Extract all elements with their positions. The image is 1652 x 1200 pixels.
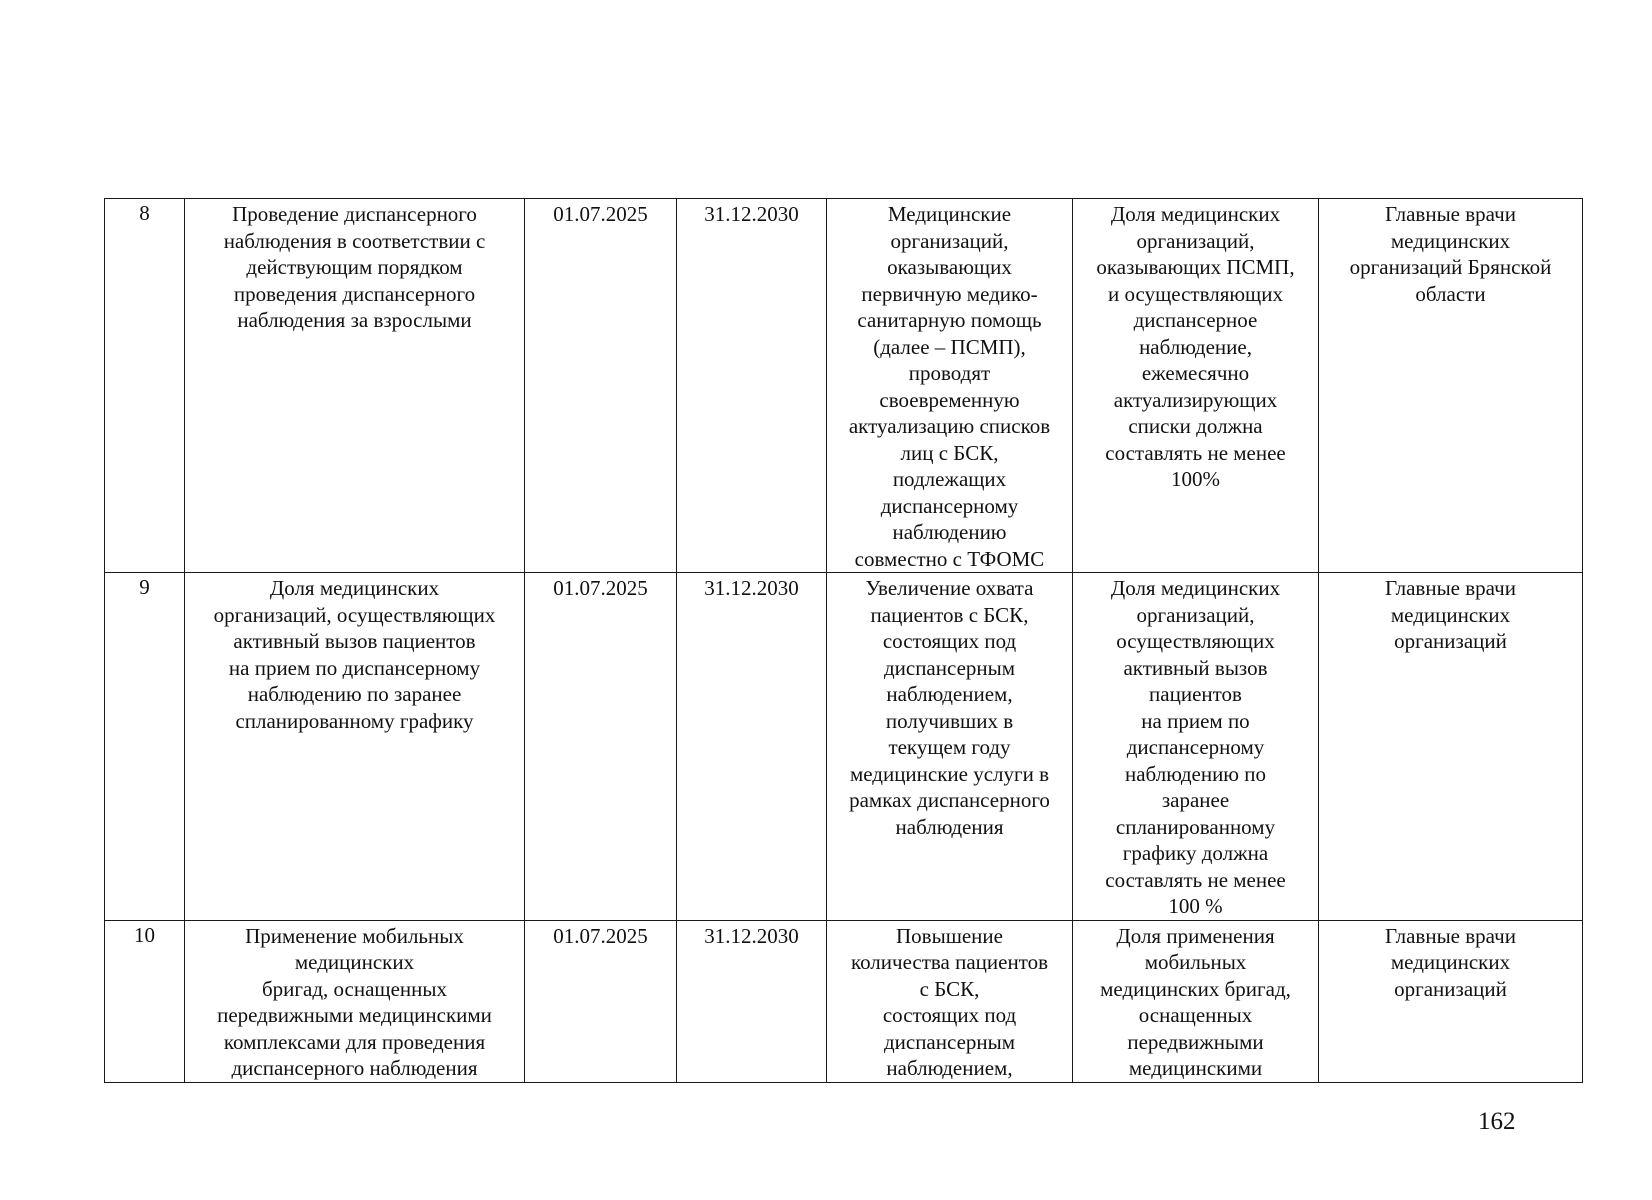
responsible-text: Главные врачи медицинских организаций [1385, 576, 1516, 653]
start-date: 01.07.2025 [553, 576, 648, 600]
responsible-text: Главные врачи медицинских организаций Брянской области [1349, 202, 1552, 306]
measure-text: Применение мобильных медицинских бригад, оснащенных передвижными медицинскими комплексами для проведения диспансерного наблюдения [217, 923, 492, 1080]
indicator-text: Доля медицинских организаций, осуществляющих активный вызов пациентов на прием по диспансерному наблюдению по заранее спланированному графику должна составлять не менее 100 % [1105, 576, 1286, 918]
end-date-cell [677, 199, 827, 573]
page-number: 162 [1478, 1108, 1516, 1135]
end-date: 31.12.2030 [704, 576, 799, 600]
end-date-cell [677, 920, 827, 1082]
row-number: 8 [139, 201, 150, 225]
result-cell [827, 199, 1073, 573]
end-date: 31.12.2030 [704, 923, 799, 948]
result-cell [827, 920, 1073, 1082]
row-number-cell [105, 573, 185, 921]
end-date: 31.12.2030 [704, 202, 799, 226]
measure-text: Доля медицинских организаций, осуществляющих активный вызов пациентов на прием по диспансерному наблюдению по заранее спланированному графику [213, 576, 496, 733]
start-date: 01.07.2025 [553, 202, 648, 226]
result-cell [827, 573, 1073, 921]
responsible-text: Главные врачи медицинских организаций [1385, 923, 1516, 1001]
measure-cell [185, 573, 525, 921]
row-number: 10 [134, 922, 155, 947]
table-row [105, 199, 1583, 573]
table-row [105, 573, 1583, 921]
indicator-text: Доля медицинских организаций, оказывающих ПСМП, и осуществляющих диспансерное наблюдение, ежемесячно актуализирующих списки должна составлять не менее 100% [1096, 202, 1295, 491]
start-date-cell [525, 920, 677, 1082]
indicator-cell [1073, 573, 1319, 921]
measure-cell [185, 920, 525, 1082]
row-number-cell [105, 920, 185, 1082]
indicator-cell [1073, 199, 1319, 573]
indicator-text: Доля применения мобильных медицинских бригад, оснащенных передвижными медицинскими [1100, 923, 1291, 1080]
responsible-cell [1319, 920, 1583, 1082]
start-date-cell [525, 199, 677, 573]
measure-cell [185, 199, 525, 573]
row-number: 9 [139, 575, 150, 599]
table-row [105, 920, 1583, 1082]
result-text: Увеличение охвата пациентов с БСК, состоящих под диспансерным наблюдением, получивших в текущем году медицинские услуги в рамках диспансерного наблюдения [849, 576, 1050, 839]
result-text: Повышение количества пациентов с БСК, состоящих под диспансерным наблюдением, [850, 923, 1049, 1080]
measures-table [104, 198, 1583, 1083]
indicator-cell [1073, 920, 1319, 1082]
start-date: 01.07.2025 [553, 923, 648, 948]
row-number-cell [105, 199, 185, 573]
responsible-cell [1319, 573, 1583, 921]
measure-text: Проведение диспансерного наблюдения в соответствии с действующим порядком проведения диспансерного наблюдения за взрослыми [223, 202, 486, 332]
result-text: Медицинские организаций, оказывающих первичную медико- санитарную помощь (далее – ПСМП), проводят своевременную актуализацию списков лиц с БСК, подлежащих диспансерному наблюдению совместно с ТФОМС [848, 202, 1051, 571]
end-date-cell [677, 573, 827, 921]
responsible-cell [1319, 199, 1583, 573]
start-date-cell [525, 573, 677, 921]
